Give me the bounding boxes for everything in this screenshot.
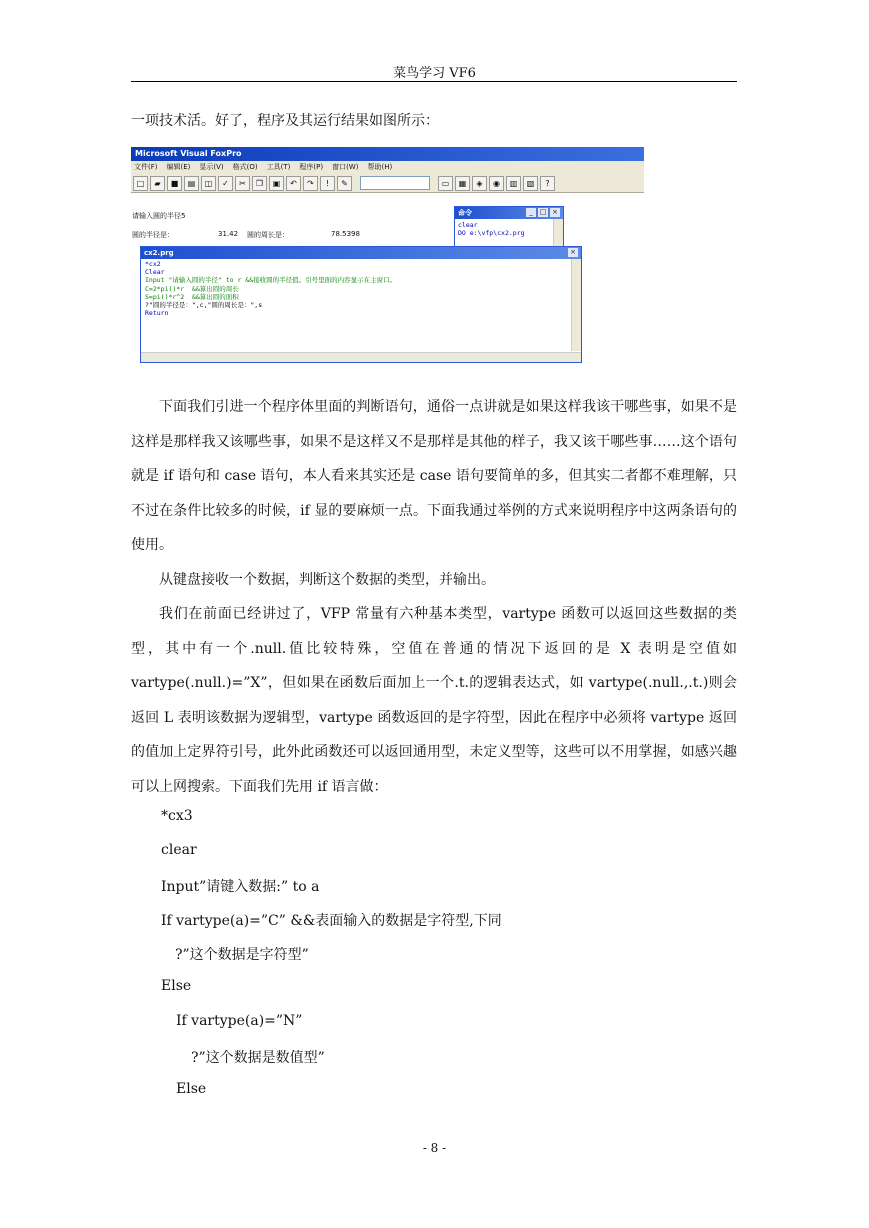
menu-view[interactable]: 显示(V) — [199, 163, 224, 171]
new-file-icon[interactable]: □ — [133, 176, 148, 191]
editor-title: cx2.prg — [141, 247, 581, 259]
code-line: If vartype(a)=”N” — [176, 1013, 303, 1029]
code-line: Else — [176, 1081, 207, 1097]
menu-help[interactable]: 帮助(H) — [367, 163, 393, 171]
undo-icon[interactable]: ↶ — [286, 176, 301, 191]
menu-edit[interactable]: 编辑(E) — [166, 163, 191, 171]
data-session-icon[interactable]: ▦ — [455, 176, 470, 191]
paste-icon[interactable]: ▣ — [269, 176, 284, 191]
paragraph-2: 我们在前面已经讲过了，VFP 常量有六种基本类型，vartype 函数可以返回这些数据的类型，其中有一个.null.值比较特殊，空值在普通的情况下返回的是 X 表明是空值如 vartype(.null.)=”X”，但如果在函数后面加上一个.t.的逻辑表达式，如 vartype(.null.,.t.)则会返回 L 表明该数据为逻辑型，vartype 函数返回的是字符型，因此在程序中必须将 vartype 返回的值加上定界符引号，此外此函数还可以返回通用型，未定义型等，这些可以不用掌握，如感兴趣可以上网搜索。下面我们先用 if 语言做： — [131, 606, 737, 795]
vfp-toolbar — [131, 174, 644, 193]
command-line: DO e:\vfp\cx2.prg — [458, 229, 525, 238]
autoreport-icon[interactable]: ▧ — [523, 176, 538, 191]
code-line: ?”这个数据是字符型” — [175, 947, 309, 963]
page-number: - 8 - — [422, 1141, 447, 1155]
code-line: Clear — [145, 268, 165, 277]
report-wizard-icon[interactable]: ◉ — [489, 176, 504, 191]
menu-tools[interactable]: 工具(T) — [266, 163, 291, 171]
vfp-titlebar: Microsoft Visual FoxPro — [131, 147, 644, 161]
output-label-perimeter: 圆的周长是： — [247, 231, 289, 239]
command-window-title: 命令 — [455, 207, 563, 219]
open-folder-icon[interactable]: ▰ — [150, 176, 165, 191]
code-line: Return — [145, 309, 169, 318]
save-icon[interactable]: ■ — [167, 176, 182, 191]
command-window-controls — [526, 208, 560, 217]
command-window-icon[interactable]: ▭ — [438, 176, 453, 191]
cut-icon[interactable]: ✂ — [235, 176, 250, 191]
code-line: *cx2 — [145, 260, 161, 268]
code-line: Else — [161, 978, 192, 994]
vfp-screenshot — [131, 147, 644, 364]
output-value-radius: 31.42 — [218, 230, 239, 238]
code-line: *cx3 — [161, 808, 193, 824]
menu-file[interactable]: 文件(F) — [134, 163, 158, 171]
print-icon[interactable]: ▤ — [184, 176, 199, 191]
code-line: If vartype(a)=”C” &&表面输入的数据是字符型,下同 — [161, 913, 502, 929]
close-icon[interactable]: × — [550, 208, 560, 217]
command-line: clear — [458, 221, 478, 229]
header-rule — [131, 81, 737, 82]
code-line: C=2*pi()*r &&算出圆的周长 — [145, 284, 239, 293]
code-line: Input”请键入数据:” to a — [161, 879, 320, 895]
database-combo[interactable] — [360, 176, 430, 190]
help-icon[interactable]: ? — [540, 176, 555, 191]
code-line: Input "请输入圆的半径" to r &&接收圆的半径值。引号里面的内容显示在主窗口。 — [145, 276, 397, 285]
modify-icon[interactable]: ✎ — [337, 176, 352, 191]
paragraph-1: 下面我们引进一个程序体里面的判断语句，通俗一点讲就是如果这样我该干哪些事，如果不是这样是那样我又该哪些事，如果不是这样又不是那样是其他的样子，我又该干哪些事……这个语句就是 if 语句和 case 语句，本人看来其实还是 case 语句要简单的多，但其实二者都不难理解，只不过在条件比较多的时候，if 显的要麻烦一点。下面我通过举例的方式来说明程序中这两条语句的使用。 — [131, 399, 737, 553]
maximize-icon[interactable]: □ — [539, 208, 547, 216]
editor-vscroll[interactable] — [571, 259, 581, 351]
output-value-perimeter: 78.5398 — [331, 230, 360, 238]
menu-window[interactable]: 窗口(W) — [332, 163, 359, 171]
section-heading: 从键盘接收一个数据，判断这个数据的类型，并输出。 — [159, 572, 495, 588]
editor-window[interactable] — [140, 246, 582, 363]
code-line: clear — [161, 842, 197, 858]
redo-icon[interactable]: ↷ — [303, 176, 318, 191]
menu-format[interactable]: 格式(O) — [232, 163, 258, 171]
intro-text: 一项技术活。好了，程序及其运行结果如图所示： — [131, 113, 439, 129]
editor-hscroll[interactable] — [141, 352, 581, 362]
spell-icon[interactable]: ✓ — [218, 176, 233, 191]
copy-icon[interactable]: ❐ — [252, 176, 267, 191]
code-line: ?”这个数据是数值型” — [191, 1050, 325, 1066]
vfp-menubar — [131, 161, 644, 174]
autoform-icon[interactable]: ▥ — [506, 176, 521, 191]
output-label-radius: 圆的半径是： — [132, 231, 174, 239]
output-line-1: 请输入圆的半径5 — [132, 212, 186, 220]
menu-program[interactable]: 程序(P) — [299, 163, 324, 171]
form-wizard-icon[interactable]: ◈ — [472, 176, 487, 191]
code-line: ?"圆的半径是：",c,"圆的周长是：",s — [145, 301, 263, 310]
run-icon[interactable]: ! — [320, 176, 335, 191]
close-icon[interactable]: × — [568, 248, 578, 257]
editor-controls — [568, 248, 578, 257]
minimize-icon[interactable]: _ — [526, 208, 536, 217]
page-header: 菜鸟学习 VF6 — [393, 66, 476, 81]
preview-icon[interactable]: ◫ — [201, 176, 216, 191]
code-line: S=pi()*r^2 &&算出圆的面积 — [145, 292, 239, 301]
